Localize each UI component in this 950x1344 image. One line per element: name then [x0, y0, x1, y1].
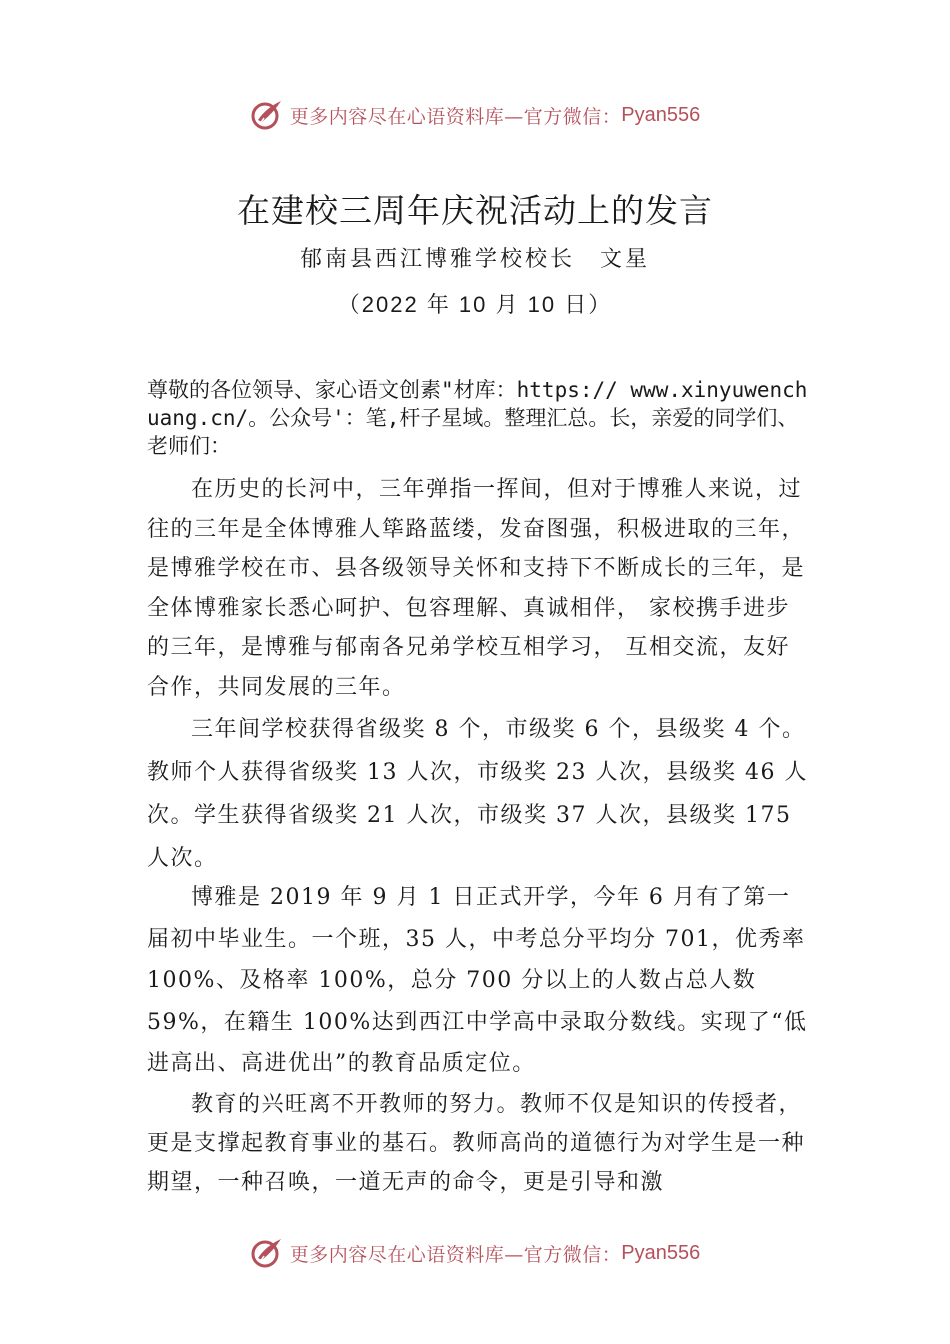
- paragraph: 博雅是 2019 年 9 月 1 日正式开学，今年 6 月有了第一届初中毕业生。一个班，35 人，中考总分平均分 701，优秀率 100%、及格率 100%，总分 700 分以上的人数占总人数 59%，在籍生 100%达到西江中学高中录取分数线。实现了“低进高出、高进优出”的教育品质定位。: [147, 885, 808, 1076]
- watermark-handle: Pyan556: [621, 103, 701, 126]
- paragraph: 三年间学校获得省级奖 8 个，市级奖 6 个，县级奖 4 个。教师个人获得省级奖 13 人次，市级奖 23 人次，县级奖 46 人次。学生获得省级奖 21 人次，市级奖 37 人次，县级奖 175 人次。: [147, 717, 808, 871]
- paragraph: 教育的兴旺离不开教师的努力。教师不仅是知识的传授者，更是支撑起教育事业的基石。教师高尚的道德行为对学生是一种期望，一种召唤，一道无声的命令，更是引导和激: [147, 1092, 806, 1195]
- watermark-text: 更多内容尽在心语资料库—官方微信：: [289, 1243, 622, 1266]
- document-title: 在建校三周年庆祝活动上的发言: [237, 191, 713, 230]
- watermark-text: 更多内容尽在心语资料库—官方微信：: [289, 105, 622, 128]
- watermark-banner-top: [0, 95, 950, 135]
- watermark-handle: Pyan556: [621, 1241, 701, 1264]
- quill-logo-icon: [250, 98, 284, 132]
- document-subtitle: 郁南县西江博雅学校校长 文星: [299, 247, 650, 272]
- greeting: 尊敬的各位领导、家心语文创素"材库：https:// www.xinyuwenchuang.cn/。公众号'：笔,杆子星域。整理汇总。长，亲爱的同学们、老师们：: [147, 378, 808, 458]
- document-date: （2022 年 10 月 10 日）: [337, 292, 613, 317]
- watermark-banner-bottom: [0, 1233, 950, 1273]
- paragraph: 在历史的长河中，三年弹指一挥间，但对于博雅人来说，过往的三年是全体博雅人筚路蓝缕，发奋图强，积极进取的三年，是博雅学校在市、县各级领导关怀和支持下不断成长的三年，是全体博雅家长悉心呵护、包容理解、真诚相伴， 家校携手进步的三年，是博雅与郁南各兄弟学校互相学习， 互相交流，友好合作，共同发展的三年。: [147, 477, 806, 700]
- quill-logo-icon: [250, 1236, 284, 1270]
